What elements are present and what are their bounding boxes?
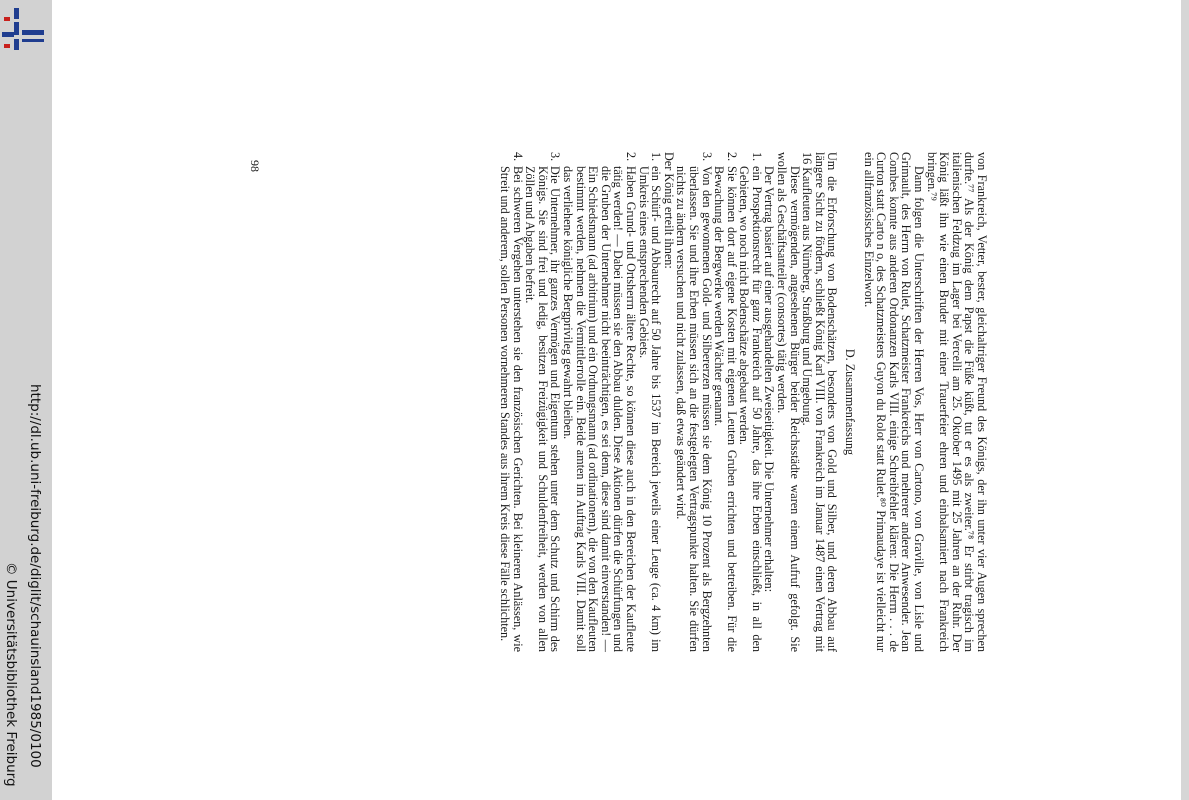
list-number: 1. <box>649 152 664 162</box>
receive-list <box>675 152 763 652</box>
scanned-page-text <box>498 152 988 652</box>
source-url[interactable]: http://dl.ub.uni-freiburg.de/diglit/schauinsland1985/0100 <box>27 384 43 768</box>
list-item <box>498 152 523 652</box>
list-number: 2. <box>623 152 638 162</box>
ub-freiburg-logo-icon <box>2 8 44 50</box>
credit-sidebar <box>0 0 52 800</box>
summary-paragraph: Um die Erforschung von Bodenschätzen, besonders von Gold und Silber, und deren Abbau auf längere Sicht zu fördern, schließt König Karl VIII. von Frankreich im Januar 1487 einen Vertrag mit 16 Kaufleuten aus Nürnberg, Straßburg und Umgebung. <box>800 152 840 652</box>
list-number: 2. <box>724 152 739 162</box>
list-item <box>738 152 763 652</box>
list-number: 3. <box>548 152 563 162</box>
list-item <box>675 152 713 652</box>
grants-list <box>498 152 662 652</box>
list-text: Die Unternehmer, ihr ganzes Vermögen und Eigentum stehen unter dem Schutz und Schirm des Königs. Sie sind frei und ledig, besitzen Freizügigkeit und Schuldenfreiheit, werden von allen Zöllen und Abgaben befreit. <box>523 166 563 652</box>
list-text: Bei schweren Vergehen unterstehen sie den französischen Gerichten. Bei kleineren Anlässen, wie Streit und anderem, sollen Personen vornehmeren Standes aus ihrem Kreis diese Fälle schlichten. <box>498 166 525 652</box>
list-item <box>524 152 562 652</box>
summary-paragraph: Diese vermögenden, angesehenen Bürger beider Reichsstädte waren einem Aufruf gefolgt. Sie wollen als Geschäftsanteiler (consortes) tätig werden. <box>775 152 802 652</box>
list-text: Haben Grund- und Ortsherrn ältere Rechte, so können diese auch in den Bereichen der Kaufleute tätig werden! — Dabei müssen sie den Abbau dulden. Diese Aktionen dürfen die Schürfungen und die Gruben der Unternehmer nicht beeinträchtigen, es sei denn, diese sind damit einverstanden! — Ein Schiedsmann (ad arbitrium) und ein Ordnungsmann (ad ordinationem), die von den Kaufleuten bestimmt werden, nehmen die Vermittlerrolle ein. Beide amten im Auftrag Karls VIII. Damit soll das verliehene königliche Bergprivileg gewahrt bleiben. <box>561 166 638 652</box>
summary-paragraph: Der Vertrag basiert auf einer ausgehandelten Zweiseitigkeit. Die Unternehmer erhalten: <box>762 166 777 593</box>
intro-paragraph: Dann folgen die Unterschriften der Herren Vos, Herr von Cartono, von Graville, von Lisle und Grimault, des Herrn von Rulet, Schatzmeister Frankreichs und mehrerer anderer Anwesender. Jean Combes konnte aus anderen Ordonanzen Karls VIII. einige Schreibfehler klären: Die Herrn . . . de Curton statt Carto n o, des Schatzmeisters Guyon du Rolot statt Rulet.⁸⁰ Primaudaye ist vielleicht nur ein allfranzösisches Einzelwort. <box>861 152 927 652</box>
list-text: ein Schürf- und Abbaurecht auf 50 Jahre bis 1537 im Bereich jeweils einer Leuge (ca. 4 km) im Umkreis eines entsprechenden Gebiets. <box>636 166 664 652</box>
list-item <box>561 152 637 652</box>
copyright-owner: © Universitätsbibliothek Freiburg <box>3 562 19 787</box>
list-item <box>713 152 738 652</box>
list-number: 4. <box>510 152 525 162</box>
list-text: Von den gewonnenen Gold- und Silbererzen müssen sie dem König 10 Prozent als Bergzehnten überlassen. Sie und ihre Erben müssen sich an die festgelegten Vertragspunkte halten. Sie dürfen nichts zu ändern versuchen und nicht zulassen, daß etwas geändert wird. <box>674 166 714 652</box>
list-number: 3. <box>699 152 714 162</box>
section-heading: D. Zusammenfassung <box>843 348 858 456</box>
list-text: ein Prospektionsrecht für ganz Frankreich auf 50 Jahre, das ihre Erben einschließt, in all den Gebieten, wo noch nicht Bodenschätze abgebaut werden. <box>737 166 764 652</box>
page-number: 98 <box>248 160 262 172</box>
list-item <box>637 152 662 652</box>
intro-paragraph: von Frankreich, Vetter, bester, gleichaltriger Freund des Königs, der ihn unter vier Augen sprechen durfte.⁷⁷ Als der König dem Papst die Füße küßt, tut er es als zweiter.⁷⁸ Er stirbt tragisch im italienischen Feldzug im Lager bei Vercelli am 25. Oktober 1495 mit 25 Jahren an der Ruhr. Der König läßt ihn wie einen Bruder mit einer Trauerfeier ehren und einbalsamiert nach Frankreich bringen.⁷⁹ <box>924 152 989 652</box>
grants-intro: Der König erteilt ihnen: <box>661 152 676 269</box>
scrollbar-edge[interactable] <box>1181 0 1189 800</box>
list-text: Sie können dort auf eigene Kosten mit eigenen Leuten Gruben errichten und betreiben. Für die Bewachung der Bergwerke werden Wächter genannt. <box>712 166 739 652</box>
list-number: 1. <box>749 152 764 162</box>
